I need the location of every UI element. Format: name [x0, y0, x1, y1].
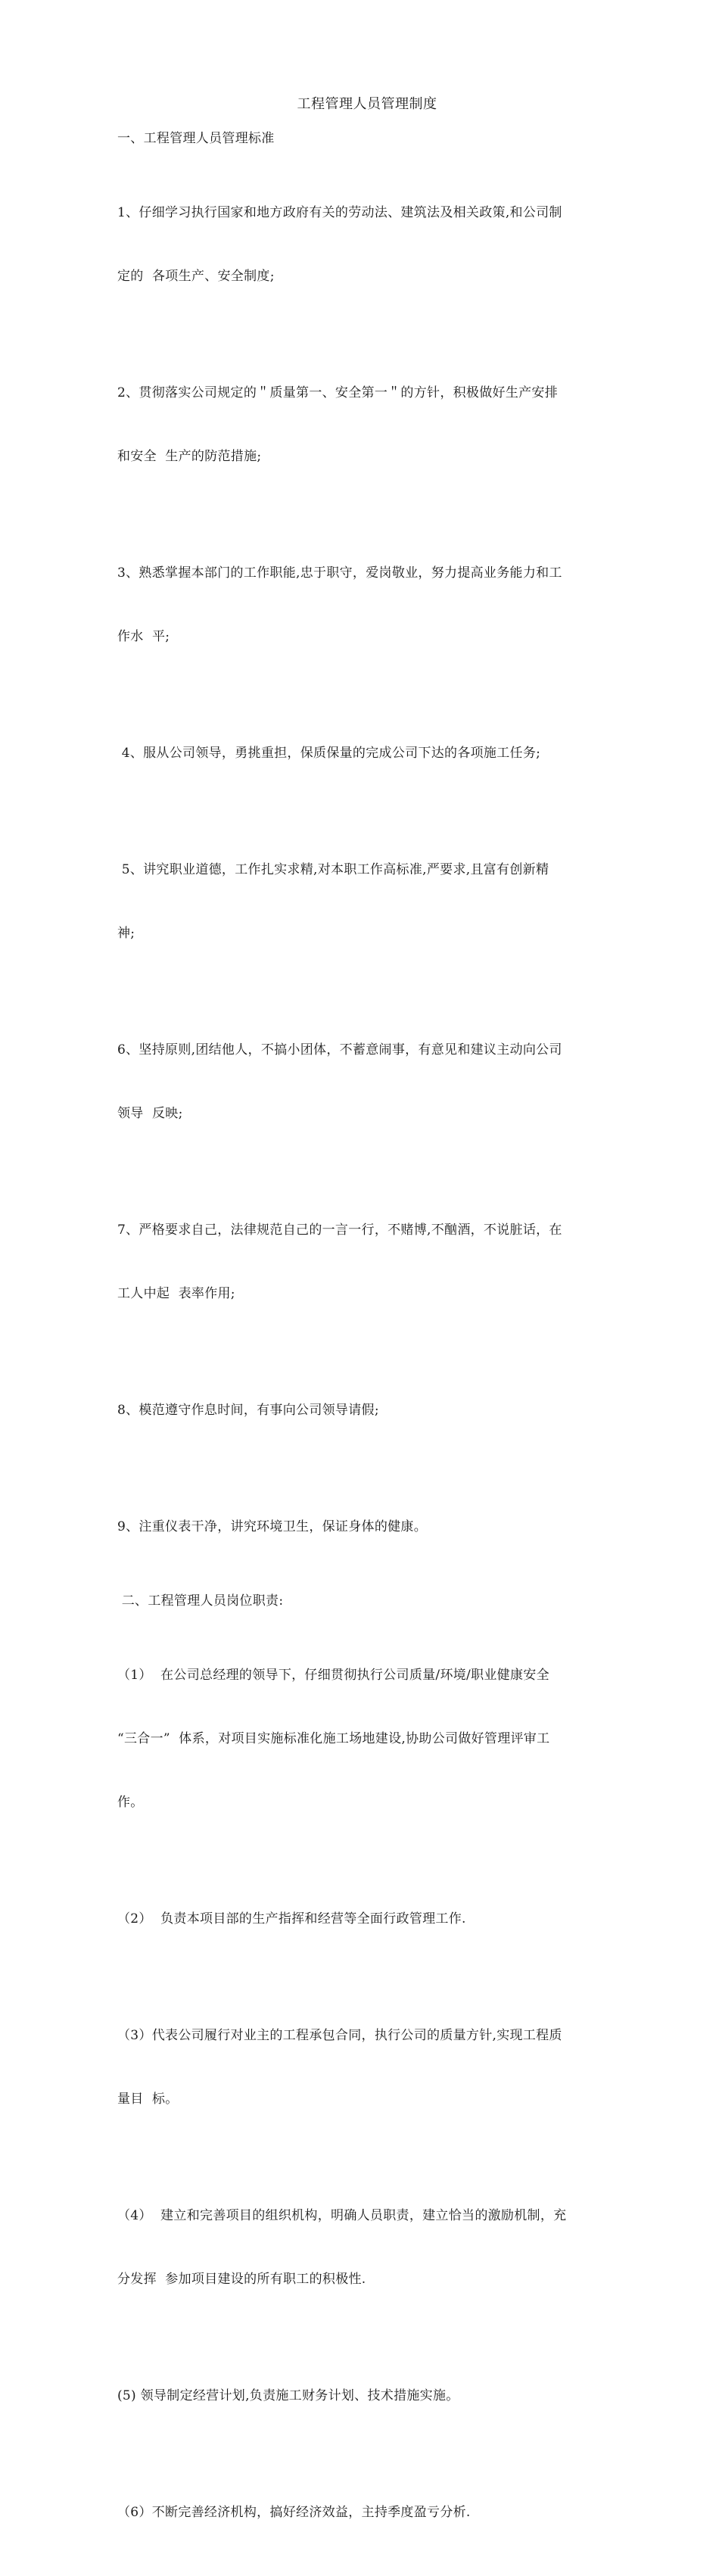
list-item: 6、坚持原则,团结他人，不搞小团体，不蓄意闹事，有意见和建议主动向公司 领导 反映;	[117, 1042, 562, 1121]
list-item: 1、仔细学习执行国家和地方政府有关的劳动法、建筑法及相关政策,和公司制 定的 各项生产、安全制度;	[117, 205, 562, 284]
document-page	[117, 95, 617, 2576]
list-item: 8、模范遵守作息时间，有事向公司领导请假;	[117, 1403, 379, 1418]
section2-heading: 二、工程管理人员岗位职责:	[117, 1593, 284, 1609]
list-item: 7、严格要求自己，法律规范自己的一言一行，不赌博,不酗酒，不说脏话，在 工人中起 表率作用;	[117, 1223, 562, 1301]
list-item: （6）不断完善经济机构，搞好经济效益，主持季度盈亏分析.	[117, 2505, 471, 2520]
list-item: （2） 负责本项目部的生产指挥和经营等全面行政管理工作.	[117, 1911, 466, 1927]
list-item: 3、熟悉掌握本部门的工作职能,忠于职守，爱岗敬业，努力提高业务能力和工 作水 平;	[117, 565, 562, 644]
list-item: 5、讲究职业道德，工作扎实求精,对本职工作高标准,严要求,且富有创新精 神;	[117, 862, 549, 941]
document-title: 工程管理人员管理制度	[297, 96, 437, 112]
section1-heading: 一、工程管理人员管理标准	[117, 131, 275, 146]
list-item: 9、注重仪表干净，讲究环境卫生，保证身体的健康。	[117, 1519, 428, 1534]
section2-duties	[117, 1622, 617, 2565]
list-item: （1） 在公司总经理的领导下，仔细贯彻执行公司质量/环境/职业健康安全 “三合一” 体系，对项目实施标准化施工场地建设,协助公司做好管理评审工 作。	[117, 1668, 550, 1810]
list-item: (5) 领导制定经营计划,负责施工财务计划、技术措施实施。	[117, 2388, 459, 2403]
list-item: 4、服从公司领导，勇挑重担，保质保量的完成公司下达的各项施工任务;	[117, 746, 541, 761]
list-item: （4） 建立和完善项目的组织机构，明确人员职责，建立恰当的激励机制，充 分发挥 参加项目建设的所有职工的积极性.	[117, 2208, 567, 2287]
list-item: （3）代表公司履行对业主的工程承包合同，执行公司的质量方针,实现工程质 量目 标。	[117, 2028, 562, 2107]
section1-items	[117, 160, 617, 1580]
list-item: 2、贯彻落实公司规定的＂质量第一、安全第一＂的方针，积极做好生产安排 和安全 生产的防范措施;	[117, 385, 559, 464]
